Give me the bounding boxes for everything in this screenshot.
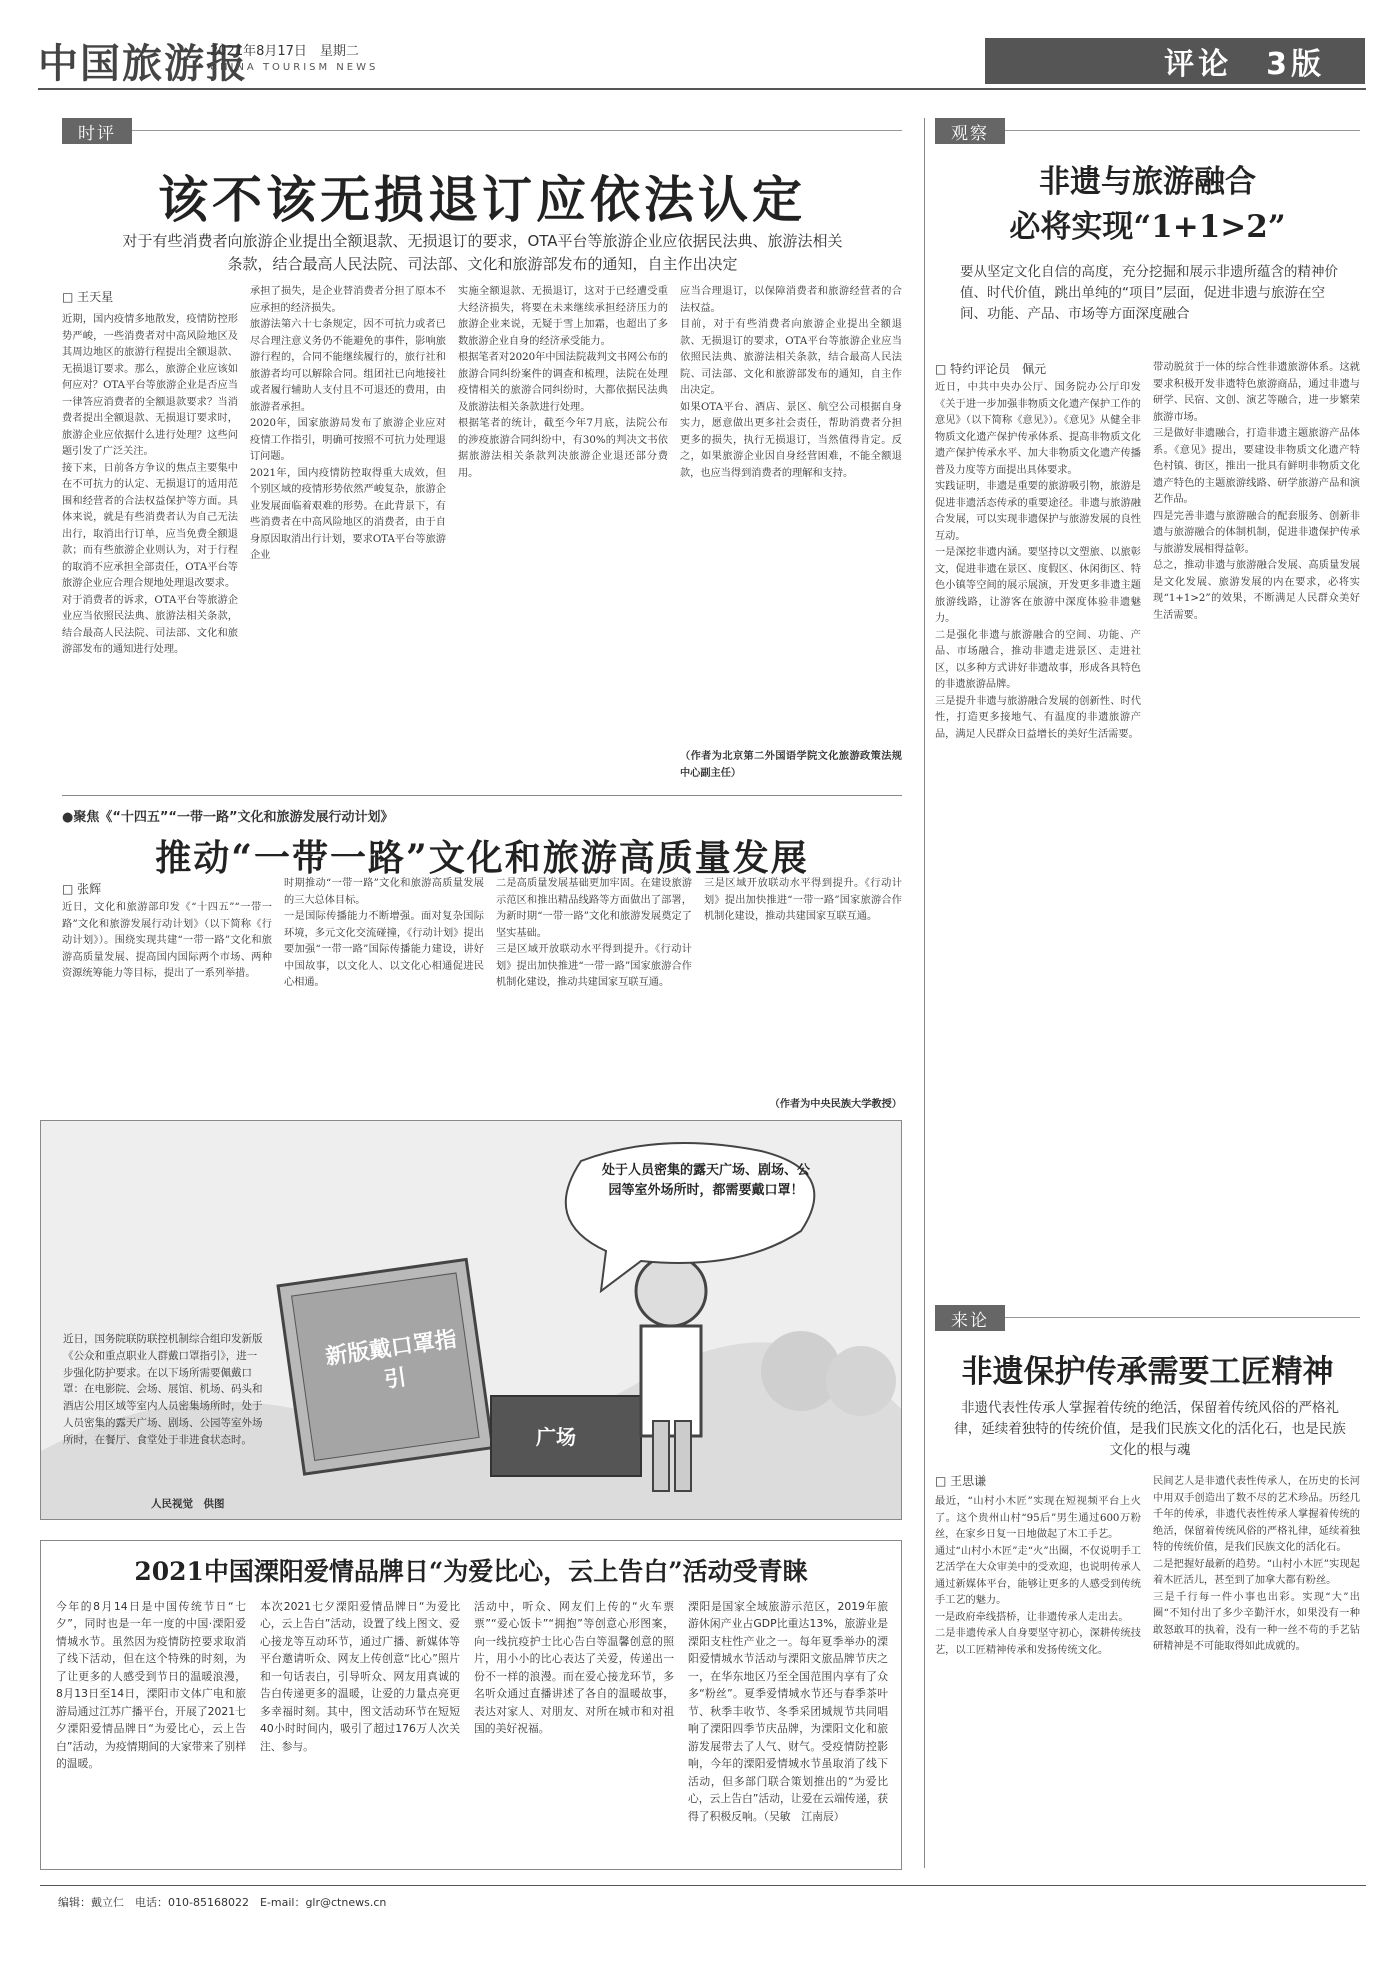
article1-col2	[250, 284, 446, 782]
paragraph: 通过“山村小木匠”走“火”出圈，不仅说明手工艺活学在大众审美中的受欢迎，也说明传承人通过新媒体平台，能够让更多的人感受到传统手工艺的魅力。	[935, 1545, 1141, 1607]
paragraph: 2020年，国家旅游局发布了旅游企业应对疫情工作指引，明确可按照不可抗力处理退订问题。	[250, 418, 446, 463]
paragraph: 近日，文化和旅游部印发《“十四五”“一带一路”文化和旅游发展行动计划》（以下简称《行动计划》）。围绕实现共建“一带一路”文化和旅游高质量发展、提高国内国际两个市场、两种资源统筹能力等目标，提出了一系列举措。	[62, 902, 272, 980]
paragraph: 本次2021七夕溧阳爱情品牌日“为爱比心，云上告白”活动，设置了线上图文、爱心接龙等互动环节，通过广播、新媒体等平台邀请听众、网友上传创意“比心”照片和一句话表白，引导听众、网友用真诚的告白传递更多的温暖，让爱的力量点亮更多幸福时刻。其中，图文活动环节在短短40小时时间内，吸引了超过176万人次关注、参与。	[260, 1600, 460, 1753]
article1-byline: □ 王天星	[62, 290, 114, 304]
paragraph: 总之，推动非遗与旅游融合发展、高质量发展是文化发展、旅游发展的内在要求，必将实现“1+1>2”的效果，不断满足人民群众美好生活需要。	[1153, 560, 1360, 621]
article1-author-note: （作者为北京第二外国语学院文化旅游政策法规中心副主任）	[680, 750, 902, 779]
article4-lead: 要从坚定文化自信的高度，充分挖掘和展示非遗所蕴含的精神价值、时代价值，跳出单纯的“项目”层面，促进非遗与旅游在空间、功能、产品、市场等方面深度融合	[960, 264, 1338, 322]
article2-col2	[284, 876, 484, 1110]
divider	[62, 795, 902, 796]
article5-col2	[1153, 1474, 1360, 1866]
bottom-rule	[40, 1885, 1366, 1886]
article5-byline: □ 王思谦	[935, 1474, 987, 1488]
paragraph: 实践证明，非遗是重要的旅游吸引物，旅游是促进非遗活态传承的重要途径。非遗与旅游融合发展，可以实现非遗保护与旅游发展的良性互动。	[935, 481, 1141, 542]
article5-lead: 非遗代表性传承人掌握着传统的绝活，保留着传统风俗的严格礼律，延续着独特的传统价值，是我们民族文化的活化石，也是民族文化的根与魂	[954, 1400, 1346, 1458]
article3-col1: 今年的8月14日是中国传统节日“七夕”，同时也是一年一度的中国·溧阳爱情城水节。虽然因为疫情防控要求取消了线下活动，但在这个特殊的时刻，为了让更多的人感受到节日的温暖浪漫，8月13日至14日，溧阳市文体广电和旅游局通过江苏广播平台，开展了2021七夕溧阳爱情品牌日“为爱比心，云上告白”活动，为疫情期间的大家带来了别样的温暖。	[56, 1600, 246, 1771]
article4-col2	[1153, 360, 1360, 1295]
article5-headline: 非遗保护传承需要工匠精神	[961, 1354, 1334, 1390]
paragraph: 时期推动“一带一路”文化和旅游高质量发展的三大总体目标。	[284, 878, 484, 906]
issue-date: 2021年8月17日 星期二	[210, 44, 359, 59]
paragraph: 三是千行每一件小事也出彩。实现“大”出圈“不知付出了多少辛勤汗水，如果没有一种敢怒敢耳的执着，没有一种一丝不苟的手艺钻研精神是不可能取得如此成就的。	[1153, 1591, 1360, 1653]
article4-headline: 非遗与旅游融合 必将实现“1+1>2”	[1009, 164, 1286, 245]
masthead-english: CHINA TOURISM NEWS	[210, 62, 379, 73]
paragraph: 二是强化非遗与旅游融合的空间、功能、产品、市场融合，推动非遗走进景区、走进社区，以多种方式讲好非遗故事，形成各具特色的非遗旅游品牌。	[935, 629, 1141, 691]
article3-headline: 2021中国溧阳爱情品牌日“为爱比心，云上告白”活动受青睐	[134, 1557, 808, 1586]
paragraph: 三是区域开放联动水平得到提升。《行动计划》提出加快推进“一带一路”国家旅游合作机制化建设，推动共建国家互联互通。	[704, 878, 902, 923]
article1-col4	[680, 284, 902, 746]
article1-col3	[458, 284, 668, 782]
cartoon-panel	[40, 1120, 902, 1520]
tag-rule	[132, 130, 902, 131]
paragraph: 接下来，日前各方争议的焦点主要集中在不可抗力的认定、无损退订的适用范围和经营者的合法权益保护等方面。具体来说，就是有些消费者认为自己无法出行，取消出行订单，应当免费全额退款；而有些旅游企业则认为，对于行程的取消不应承担全部责任，OTA平台等旅游企业应合理合规地处理退改要求。	[62, 462, 238, 590]
paragraph: 带动脱贫于一体的综合性非遗旅游体系。这就要求积极开发非遗特色旅游商品，通过非遗与研学、民宿、文创、演艺等融合，进一步繁荣旅游市场。	[1153, 362, 1360, 423]
paragraph: 最近，“山村小木匠”实现在短视频平台上火了。这个贵州山村“95后”男生通过600万粉丝，在家乡日复一日地做起了木工手艺。	[935, 1496, 1141, 1541]
paragraph: 对于消费者的诉求，OTA平台等旅游企业应当依照民法典、旅游法相关条款，结合最高人民法院、司法部、文化和旅游部发布的通知进行处理。	[62, 594, 238, 656]
paragraph: 近期，国内疫情多地散发，疫情防控形势严峻，一些消费者对中高风险地区及其周边地区的旅游行程提出全额退款、无损退订要求。那么，旅游企业应该如何应对？OTA平台等旅游企业是否应当一律答应消费者的全额退款要求？当消费者提出全额退款、无损退订要求时，旅游企业应依据什么进行处理？这些问题引发了广泛关注。	[62, 314, 238, 458]
tag-rule	[1005, 130, 1360, 131]
paragraph: 一是政府牵线搭桥，让非遗传承人走出去。	[935, 1611, 1129, 1623]
article3-col4: 溧阳是国家全域旅游示范区，2019年旅游休闲产业占GDP比重达13%，旅游业是溧阳支柱性产业之一。每年夏季举办的溧阳爱情城水节活动与溧阳文旅品牌节庆之一，在华东地区乃至全国范围内享有了众多“粉丝”。夏季爱情城水节还与春季茶叶节、秋季丰收节、冬季采团城规节共同唱响了溧阳四季节庆品牌，为溧阳文化和旅游发展带去了人气、财气。受疫情防控影响，今年的溧阳爱情城水节虽取消了线下活动，但多部门联合策划推出的“为爱比心，云上告白”活动，让爱在云端传递，获得了积极反响。（吴敏 江南辰）	[688, 1600, 888, 1823]
article3-col2	[260, 1598, 460, 1860]
paragraph: 根据笔者对2020年中国法院裁判文书网公布的旅游合同纠纷案件的调查和梳理，法院在处理疫情相关的旅游合同纠纷时，大都依据民法典及旅游法相关条款进行处理。	[458, 352, 668, 413]
article5-tag: 来论	[935, 1305, 1005, 1331]
paragraph: 二是非遗传承人自身要坚守初心，深耕传统技艺，以工匠精神传承和发扬传统文化。	[935, 1628, 1141, 1656]
article3-col3	[474, 1598, 674, 1860]
cartoon-credit: 人民视觉 供图	[151, 1498, 225, 1510]
article1-col1	[62, 312, 238, 782]
paragraph: 民间艺人是非遗代表性传承人，在历史的长河中用双手创造出了数不尽的艺术珍品。历经几千年的传承，非遗代表性传承人掌握着传统的绝活，保留着传统风俗的严格礼律，延续着独特的传统价值，是我们民族文化的活化石。	[1153, 1476, 1360, 1554]
cartoon-book-title: 新版戴口罩指引	[324, 1327, 459, 1394]
article5-col1	[935, 1494, 1141, 1866]
cartoon-sign: 广场	[536, 1425, 576, 1449]
article2-col3	[496, 876, 692, 1110]
section-label: 评论 3版	[985, 38, 1365, 84]
article4-byline: □ 特约评论员 佩元	[935, 362, 1047, 376]
column-divider	[924, 118, 925, 1868]
paragraph: 旅游法第六十七条规定，因不可抗力或者已尽合理注意义务仍不能避免的事件，影响旅游行程的，合同不能继续履行的，旅行社和旅游者均可以解除合同。组团社已向地接社或者履行辅助人支付且不可退还的费用，由旅游者承担。	[250, 319, 446, 413]
article2-author-note: （作者为中央民族大学教授）	[769, 1098, 902, 1110]
article4-col1	[935, 380, 1141, 1295]
paragraph: 二是把握好最新的趋势。“山村小木匠”实现起着木匠活儿，甚至到了加拿大都有粉丝。	[1153, 1558, 1360, 1587]
paragraph: 一是深挖非遗内涵。要坚持以文塑旅、以旅彰文，促进非遗在景区、度假区、休闲街区、特色小镇等空间的展示展演，开发更多非遗主题旅游线路，让游客在旅游中深度体验非遗魅力。	[935, 547, 1141, 625]
paragraph: 2021年，国内疫情防控取得重大成效，但个别区域的疫情形势依然严峻复杂，旅游企业发展面临着艰难的形势。在此背景下，有些消费者在中高风险地区的消费者，由于自身原因取消出行计划，要求OTA平台等旅游企业	[250, 467, 446, 562]
article1-headline: 该不该无损退订应依法认定	[158, 170, 806, 229]
paragraph: 二是高质量发展基础更加牢固。在建设旅游示范区和推出精品线路等方面做出了部署，为新时期“一带一路”文化和旅游发展奠定了坚实基础。	[496, 878, 692, 939]
article2-byline: □ 张辉	[62, 882, 102, 896]
paragraph: 三是提升非遗与旅游融合发展的创新性、时代性，打造更多接地气、有温度的非遗旅游产品，满足人民群众日益增长的美好生活需要。	[935, 695, 1141, 740]
paragraph: 如果OTA平台、酒店、景区、航空公司根据自身实力，愿意做出更多社会责任，帮助消费者分担更多的损失，执行无损退订，当然值得肯定。反之，如果旅游企业因自身经营困难，不能全额退款，也应当得到消费者的理解和支持。	[680, 401, 902, 479]
masthead-logo: 中国旅游报	[38, 40, 248, 87]
article2-col1	[62, 900, 272, 1110]
paragraph: 一是国际传播能力不断增强。面对复杂国际环境，多元文化交流碰撞，《行动计划》提出要加强“一带一路”国际传播能力建设，讲好中国故事，以文化人、以文化心相通促进民心相通。	[284, 911, 484, 989]
paragraph: 承担了损失，是企业替消费者分担了原本不应承担的经济损失。	[250, 286, 446, 314]
paragraph: 目前，对于有些消费者向旅游企业提出全额退款、无损退订的要求，OTA平台等旅游企业应当依照民法典、旅游法相关条款，结合最高人民法院、司法部、文化和旅游部发布的通知，自主作出决定。	[680, 319, 902, 397]
article2-headline: 推动“一带一路”文化和旅游高质量发展	[155, 837, 809, 879]
paragraph: 活动中，听众、网友们上传的“火车票票”“爱心饭卡”“拥抱”等创意心形图案，向一线抗疫护士比心告白等温馨创意的照片，用小小的比心表达了关爱，传递出一份不一样的浪漫。而在爱心接龙环节，多名听众通过直播讲述了各自的温暖故事，表达对家人、对朋友、对所在城市和对祖国的美好祝福。	[474, 1600, 674, 1736]
cartoon-caption: 近日，国务院联防联控机制综合组印发新版《公众和重点职业人群戴口罩指引》，进一步强化防护要求。在以下场所需要佩戴口罩：在电影院、会场、展馆、机场、码头和酒店公用区域等室内人员密集场所时，处于人员密集的露天广场、剧场、公园等室外场所时，在餐厅、食堂处于非进食状态时。	[63, 1333, 263, 1446]
paragraph: 应当合理退订，以保障消费者和旅游经营者的合法权益。	[680, 286, 902, 314]
article1-lead: 对于有些消费者向旅游企业提出全额退款、无损退订的要求，OTA平台等旅游企业应依据民法典、旅游法相关条款，结合最高人民法院、司法部、文化和旅游部发布的通知，自主作出决定	[122, 232, 843, 274]
paragraph: 根据笔者的统计，截至今年7月底，法院公布的涉疫旅游合同纠纷中，有30%的判决文书依据旅游法相关条款判决旅游企业退还部分费用。	[458, 418, 668, 479]
footer-editor-info: 编辑：戴立仁 电话：010-85168022 E-mail：glr@ctnews.cn	[58, 1896, 387, 1909]
paragraph: 三是区域开放联动水平得到提升。《行动计划》提出加快推进“一带一路”国家旅游合作机制化建设，推动共建国家互联互通。	[496, 944, 692, 989]
paragraph: 三是做好非遗融合，打造非遗主题旅游产品体系。《意见》提出，要建设非物质文化遗产特色村镇、街区，推出一批具有鲜明非物质文化遗产特色的主题旅游线路、研学旅游产品和演艺作品。	[1153, 428, 1360, 506]
article2-kicker: ●聚焦《“十四五”“一带一路”文化和旅游发展行动计划》	[62, 810, 394, 825]
article4-tag: 观察	[935, 118, 1005, 144]
article2-col4	[704, 876, 902, 1096]
paragraph: 实施全额退款、无损退订，这对于已经遭受重大经济损失，将要在未来继续承担经济压力的旅游企业来说，无疑于雪上加霜，也超出了多数旅游企业自身的经济承受能力。	[458, 286, 668, 347]
article1-tag: 时评	[62, 118, 132, 144]
paragraph: 四是完善非遗与旅游融合的配套服务、创新非遗与旅游融合的体制机制，促进非遗保护传承与旅游发展相得益彰。	[1153, 510, 1360, 555]
tag-rule	[1005, 1317, 1360, 1318]
paragraph: 近日，中共中央办公厅、国务院办公厅印发《关于进一步加强非物质文化遗产保护工作的意见》（以下简称《意见》）。《意见》从健全非物质文化遗产保护传承体系、提高非物质文化遗产保护传承水平、加大非物质文化遗产传播普及力度等方面提出具体要求。	[935, 382, 1141, 476]
top-rule	[38, 88, 1366, 90]
cartoon-speech-bubble: 处于人员密集的露天广场、剧场、公园等室外场所时，都需要戴口罩！	[601, 1163, 810, 1198]
